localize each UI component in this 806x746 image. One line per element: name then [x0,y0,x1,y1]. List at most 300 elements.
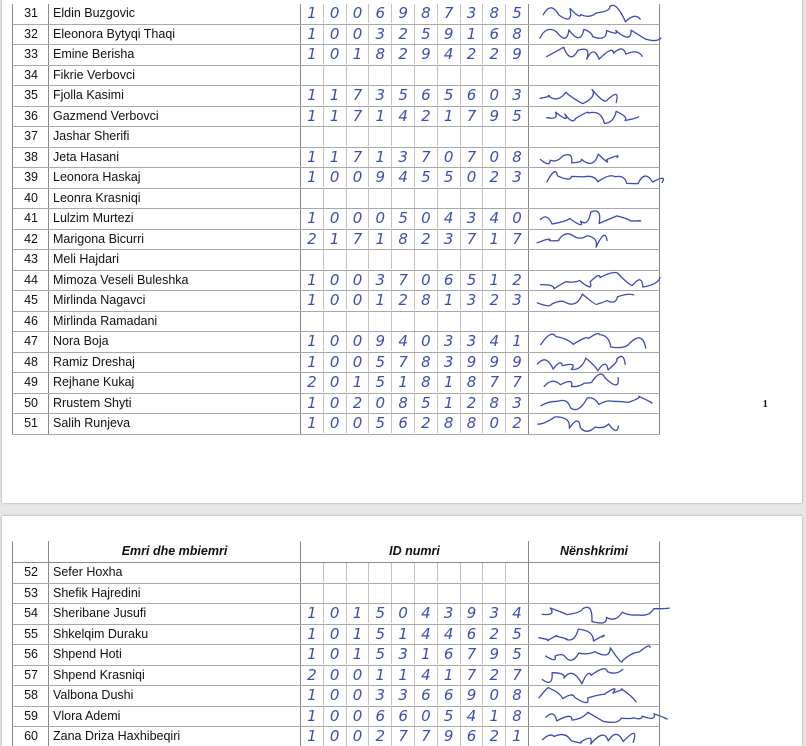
id-digit: 7 [392,353,415,372]
id-digit: 3 [438,353,461,372]
id-number-digits [301,230,528,249]
id-digit: 5 [506,4,528,23]
id-digit: 4 [392,332,415,351]
id-digit [369,66,392,85]
row-number: 48 [13,352,49,373]
handwritten-signature [529,168,659,187]
id-number-digits [301,604,528,623]
id-number-digits [301,291,528,310]
id-digit: 1 [301,625,324,644]
id-digit: 2 [301,230,324,249]
id-number-cell [301,706,529,727]
id-digit: 7 [506,373,528,392]
id-digit: 1 [347,604,370,623]
id-digit: 5 [438,168,461,187]
id-digit: 8 [415,291,438,310]
id-digit: 7 [438,4,461,23]
id-digit [438,312,461,331]
id-digit: 2 [483,45,506,64]
id-digit: 2 [392,45,415,64]
id-digit: 2 [506,271,528,290]
id-digit [369,127,392,146]
id-digit: 3 [461,332,484,351]
row-number: 37 [13,127,49,148]
table-row [13,414,660,435]
id-digit: 4 [438,45,461,64]
handwritten-signature [529,45,659,64]
person-name: Rrustem Shyti [49,393,301,414]
id-digit: 0 [415,271,438,290]
id-digit: 0 [347,168,370,187]
id-number-cell [301,373,529,394]
id-digit: 5 [369,625,392,644]
table-row [13,24,660,45]
id-digit: 6 [461,86,484,105]
id-digit: 5 [369,353,392,372]
id-number-digits [301,148,528,167]
id-digit [506,66,528,85]
table-row [13,291,660,312]
row-number: 41 [13,209,49,230]
id-digit: 6 [392,707,415,726]
id-number-digits [301,25,528,44]
id-digit: 4 [392,107,415,126]
id-number-cell [301,270,529,291]
table-row [13,706,660,727]
signature-cell [529,24,660,45]
person-name: Lulzim Murtezi [49,209,301,230]
person-name: Fikrie Verbovci [49,65,301,86]
id-digit: 8 [506,707,528,726]
id-digit: 6 [461,727,484,746]
id-digit: 0 [347,271,370,290]
id-digit: 5 [438,86,461,105]
row-number: 53 [13,583,49,604]
id-digit: 2 [415,107,438,126]
row-number: 43 [13,250,49,271]
id-digit: 6 [369,707,392,726]
signature-cell [529,706,660,727]
id-digit [483,312,506,331]
id-digit: 8 [392,394,415,413]
id-digit: 8 [506,148,528,167]
id-number-digits [301,394,528,413]
handwritten-signature [529,707,659,726]
id-digit [301,66,324,85]
id-digit [392,584,415,603]
id-number-cell [301,188,529,209]
row-number: 38 [13,147,49,168]
id-digit: 4 [438,209,461,228]
id-digit: 7 [347,86,370,105]
header-id: ID numri [301,541,529,563]
id-digit: 0 [324,707,347,726]
id-digit: 0 [324,373,347,392]
id-number-digits [301,625,528,644]
id-digit: 5 [369,373,392,392]
signature-cell [529,563,660,584]
id-digit [483,189,506,208]
row-number: 55 [13,624,49,645]
handwritten-signature [529,86,659,105]
id-digit: 2 [483,727,506,746]
id-digit: 1 [483,230,506,249]
id-digit: 0 [347,25,370,44]
id-digit: 3 [483,604,506,623]
id-number-digits [301,312,528,331]
person-name: Emine Berisha [49,45,301,66]
id-digit: 5 [369,414,392,433]
person-name: Shpend Hoti [49,645,301,666]
person-name: Marigona Bicurri [49,229,301,250]
id-digit [438,584,461,603]
id-number-digits [301,666,528,685]
id-number-digits [301,107,528,126]
id-digit: 9 [461,686,484,705]
header-number [13,541,49,563]
id-digit: 7 [415,727,438,746]
signature-cell [529,352,660,373]
attendance-table-page-2 [12,541,660,746]
person-name: Zana Driza Haxhibeqiri [49,727,301,746]
id-digit: 4 [483,332,506,351]
id-digit: 9 [369,168,392,187]
id-digit: 1 [301,271,324,290]
document-page-1 [2,0,802,503]
id-digit: 1 [301,25,324,44]
id-digit: 7 [461,148,484,167]
handwritten-signature [529,353,659,372]
id-number-cell [301,604,529,625]
id-digit: 6 [369,4,392,23]
signature-cell [529,65,660,86]
person-name: Nora Boja [49,332,301,353]
id-digit: 1 [369,230,392,249]
id-digit: 5 [438,707,461,726]
id-digit [347,563,370,582]
id-digit [324,563,347,582]
id-digit: 9 [438,727,461,746]
id-digit: 0 [347,414,370,433]
id-digit [324,584,347,603]
id-digit [438,250,461,269]
table-row [13,45,660,66]
id-digit: 3 [461,291,484,310]
table-row [13,127,660,148]
id-digit: 1 [392,625,415,644]
id-digit: 1 [506,332,528,351]
id-number-digits [301,189,528,208]
id-digit [301,250,324,269]
table-row [13,624,660,645]
id-digit: 4 [438,625,461,644]
row-number: 32 [13,24,49,45]
signature-cell [529,686,660,707]
id-number-digits [301,727,528,746]
id-digit: 5 [506,625,528,644]
id-number-cell [301,414,529,435]
id-digit: 0 [369,394,392,413]
signature-cell [529,250,660,271]
signature-cell [529,291,660,312]
id-digit: 1 [369,107,392,126]
id-digit: 0 [347,686,370,705]
id-digit: 1 [301,168,324,187]
id-digit: 7 [461,645,484,664]
id-digit: 3 [506,86,528,105]
handwritten-signature [529,4,659,23]
table-row [13,686,660,707]
id-digit: 3 [506,168,528,187]
row-number: 39 [13,168,49,189]
id-digit [347,584,370,603]
id-digit: 6 [438,645,461,664]
table-row [13,270,660,291]
id-digit: 0 [324,271,347,290]
id-digit: 2 [392,25,415,44]
id-digit: 9 [483,353,506,372]
id-digit [461,189,484,208]
row-number: 31 [13,4,49,24]
row-number: 58 [13,686,49,707]
table-row [13,147,660,168]
id-digit: 8 [438,414,461,433]
id-digit: 0 [483,86,506,105]
signature-cell [529,127,660,148]
id-digit: 1 [301,86,324,105]
id-number-cell [301,665,529,686]
person-name: Salih Runjeva [49,414,301,435]
signature-cell [529,188,660,209]
id-digit: 3 [369,86,392,105]
id-digit: 0 [347,727,370,746]
id-digit [506,563,528,582]
id-digit: 2 [506,414,528,433]
id-number-cell [301,332,529,353]
id-digit: 9 [506,45,528,64]
person-name: Mirlinda Ramadani [49,311,301,332]
row-number: 40 [13,188,49,209]
id-digit: 1 [483,707,506,726]
id-digit [415,563,438,582]
id-digit: 2 [483,625,506,644]
id-digit [392,189,415,208]
id-number-digits [301,563,528,582]
id-digit: 3 [506,291,528,310]
id-digit: 9 [369,332,392,351]
id-digit: 1 [301,645,324,664]
id-digit: 3 [392,148,415,167]
id-digit [301,189,324,208]
id-digit: 7 [347,230,370,249]
id-digit: 2 [301,666,324,685]
id-digit [506,189,528,208]
id-digit: 9 [483,107,506,126]
id-digit [301,127,324,146]
id-number-digits [301,45,528,64]
table-header-row [13,541,660,563]
id-digit: 1 [347,45,370,64]
id-number-cell [301,45,529,66]
id-digit [347,312,370,331]
id-digit [438,563,461,582]
id-digit [415,312,438,331]
id-number-digits [301,4,528,23]
handwritten-signature [529,209,659,228]
handwritten-signature [529,332,659,351]
signature-cell [529,147,660,168]
handwritten-signature [529,414,659,433]
table-row [13,65,660,86]
id-digit: 9 [392,4,415,23]
id-digit: 2 [483,291,506,310]
id-digit: 3 [438,332,461,351]
id-digit: 8 [415,353,438,372]
id-number-digits [301,584,528,603]
id-digit: 2 [415,230,438,249]
id-digit: 1 [392,666,415,685]
id-digit: 5 [415,168,438,187]
id-digit [461,127,484,146]
id-digit: 1 [415,645,438,664]
row-number: 35 [13,86,49,107]
id-digit: 9 [438,25,461,44]
id-number-digits [301,353,528,372]
id-digit [324,189,347,208]
row-number: 49 [13,373,49,394]
id-number-digits [301,86,528,105]
id-digit: 0 [324,645,347,664]
id-digit: 2 [301,373,324,392]
id-digit: 2 [483,168,506,187]
id-digit [415,250,438,269]
id-digit: 3 [461,4,484,23]
row-number: 57 [13,665,49,686]
id-digit: 0 [506,209,528,228]
signature-cell [529,45,660,66]
id-digit: 4 [392,168,415,187]
id-digit: 7 [347,148,370,167]
id-digit [369,584,392,603]
id-number-digits [301,373,528,392]
id-digit: 1 [301,604,324,623]
person-name: Fjolla Kasimi [49,86,301,107]
id-number-cell [301,250,529,271]
signature-cell [529,332,660,353]
id-digit: 0 [324,394,347,413]
id-digit: 6 [415,86,438,105]
id-number-cell [301,686,529,707]
table-row [13,727,660,746]
signature-cell [529,4,660,24]
signature-cell [529,665,660,686]
person-name: Shefik Hajredini [49,583,301,604]
id-digit: 3 [392,645,415,664]
person-name: Shpend Krasniqi [49,665,301,686]
id-digit: 2 [461,394,484,413]
signature-cell [529,209,660,230]
id-digit [324,127,347,146]
id-number-digits [301,332,528,351]
id-digit: 4 [415,625,438,644]
row-number: 60 [13,727,49,746]
id-digit [461,250,484,269]
id-digit: 8 [506,25,528,44]
id-digit [392,66,415,85]
header-name: Emri dhe mbiemri [49,541,301,563]
id-digit [506,250,528,269]
id-digit: 8 [483,394,506,413]
document-page-2 [2,516,802,746]
row-number: 42 [13,229,49,250]
handwritten-signature [529,394,659,413]
id-number-cell [301,727,529,746]
id-number-digits [301,645,528,664]
table-row [13,106,660,127]
id-digit: 0 [347,209,370,228]
id-digit [461,563,484,582]
id-digit: 1 [324,107,347,126]
id-digit [415,66,438,85]
id-digit: 6 [483,25,506,44]
id-digit [415,189,438,208]
signature-cell [529,583,660,604]
id-digit: 2 [483,666,506,685]
id-digit: 2 [369,727,392,746]
id-number-cell [301,311,529,332]
table-row [13,86,660,107]
signature-cell [529,624,660,645]
table-row [13,168,660,189]
id-number-cell [301,583,529,604]
id-digit: 0 [438,148,461,167]
id-digit: 7 [347,107,370,126]
id-digit: 7 [392,727,415,746]
id-number-cell [301,65,529,86]
table-row [13,604,660,625]
id-digit [415,584,438,603]
id-digit: 1 [324,148,347,167]
row-number: 34 [13,65,49,86]
handwritten-signature [529,625,659,644]
row-number: 56 [13,645,49,666]
id-digit: 9 [415,45,438,64]
table-row [13,373,660,394]
id-digit: 0 [324,25,347,44]
table-row [13,311,660,332]
table-row [13,250,660,271]
id-number-digits [301,707,528,726]
signature-cell [529,86,660,107]
id-digit: 1 [438,291,461,310]
id-digit [369,189,392,208]
id-digit: 8 [415,373,438,392]
table-row [13,393,660,414]
signature-cell [529,311,660,332]
id-digit: 8 [483,4,506,23]
id-number-cell [301,86,529,107]
row-number: 51 [13,414,49,435]
table-row [13,665,660,686]
id-number-cell [301,209,529,230]
id-digit: 5 [369,604,392,623]
id-digit: 0 [415,707,438,726]
id-digit: 5 [369,645,392,664]
handwritten-signature [529,291,659,310]
signature-cell [529,414,660,435]
row-number: 45 [13,291,49,312]
id-number-cell [301,352,529,373]
